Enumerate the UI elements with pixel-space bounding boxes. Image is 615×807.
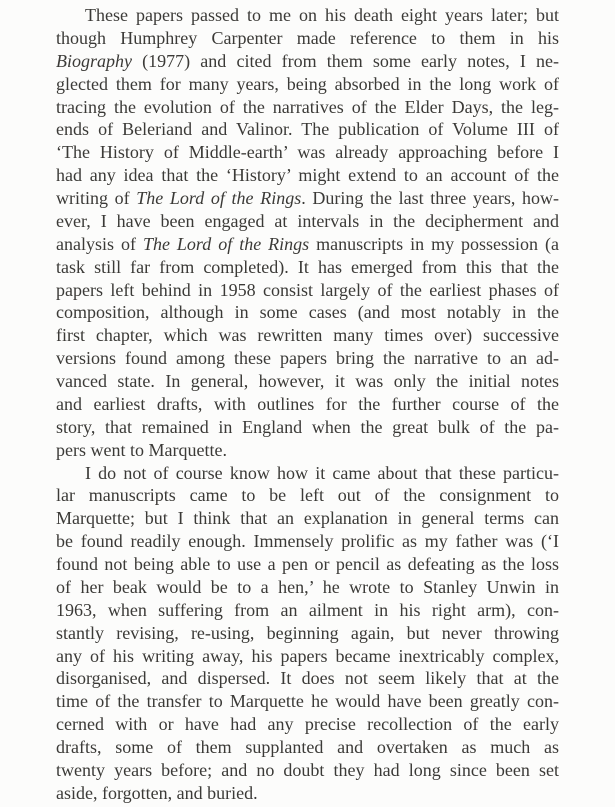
body-text: task still far from completed). It has emerged from this that the bbox=[56, 256, 559, 277]
text-line bbox=[56, 347, 559, 370]
body-text: . During the last three years, how- bbox=[301, 188, 559, 208]
body-text: (1977) and cited from them some early notes, I ne- bbox=[132, 50, 559, 71]
text-line bbox=[56, 439, 559, 462]
body-text: papers left behind in 1958 consist largely of the earliest phases of bbox=[56, 279, 559, 300]
body-text: tracing the evolution of the narratives of the Elder Days, the leg- bbox=[56, 96, 559, 117]
text-line bbox=[56, 50, 559, 73]
text-line bbox=[56, 96, 559, 119]
text-line bbox=[56, 736, 559, 759]
text-line bbox=[56, 141, 559, 164]
body-text: first chapter, which was rewritten many times over) successive bbox=[56, 325, 559, 346]
body-text: aside, forgotten, and buried. bbox=[56, 782, 258, 803]
text-line bbox=[56, 4, 559, 27]
text-line bbox=[56, 210, 559, 233]
body-text: lar manuscripts came to be left out of the consignment to bbox=[56, 485, 559, 506]
body-text: story, that remained in England when the great bulk of the pa- bbox=[56, 416, 559, 437]
text-line bbox=[56, 484, 559, 507]
text-line bbox=[56, 416, 559, 439]
text-line bbox=[56, 256, 559, 279]
text-line bbox=[56, 507, 559, 530]
body-text: though Humphrey Carpenter made reference to them in his bbox=[56, 27, 559, 48]
text-line bbox=[56, 622, 559, 645]
body-text: These papers passed to me on his death eight years later; but bbox=[85, 5, 559, 25]
text-line bbox=[56, 759, 559, 782]
text-line bbox=[56, 187, 559, 210]
body-text: Marquette; but I think that an explanation in general terms can bbox=[56, 508, 559, 529]
body-text: had any idea that the ‘History’ might extend to an account of the bbox=[56, 165, 559, 186]
body-text: and earliest drafts, with outlines for the further course of the bbox=[56, 393, 559, 414]
body-text: ever, I have been engaged at intervals in the decipherment and bbox=[56, 210, 559, 231]
body-text: analysis of bbox=[56, 233, 143, 254]
body-text: 1963, when suffering from an ailment in his right arm), con- bbox=[56, 599, 559, 620]
body-text: twenty years before; and no doubt they had long since been set bbox=[56, 759, 559, 780]
body-text: any of his writing away, his papers became inextricably complex, bbox=[56, 645, 559, 666]
body-text: glected them for many years, being absorbed in the long work of bbox=[56, 73, 559, 94]
body-text: be found readily enough. Immensely prolific as my father was (‘I bbox=[56, 531, 559, 552]
text-line bbox=[56, 782, 559, 805]
text-line bbox=[56, 164, 559, 187]
body-text: writing of bbox=[56, 188, 137, 208]
body-text: stantly revising, re-using, beginning again, but never throwing bbox=[56, 622, 559, 643]
body-text: cerned with or have had any precise recollection of the early bbox=[56, 714, 559, 735]
text-line bbox=[56, 713, 559, 736]
text-line bbox=[56, 27, 559, 50]
text-line bbox=[56, 690, 559, 713]
text-line bbox=[56, 462, 559, 485]
text-line bbox=[56, 370, 559, 393]
italic-title-text: Biography bbox=[56, 50, 132, 71]
text-line bbox=[56, 530, 559, 553]
italic-title-text: The Lord of the Rings bbox=[136, 188, 302, 208]
text-line bbox=[56, 553, 559, 576]
body-text: disorganised, and dispersed. It does not seem likely that at the bbox=[56, 668, 559, 689]
text-line bbox=[56, 599, 559, 622]
italic-title-text: The Lord of the Rings bbox=[142, 233, 310, 254]
text-line bbox=[56, 576, 559, 599]
body-text: versions found among these papers bring the narrative to an ad- bbox=[56, 348, 559, 369]
body-text: drafts, some of them supplanted and overtaken as much as bbox=[56, 737, 559, 757]
text-line bbox=[56, 645, 559, 668]
text-line bbox=[56, 233, 559, 256]
text-line bbox=[56, 118, 559, 141]
body-text: of her beak would be to a hen,’ he wrote to Stanley Unwin in bbox=[56, 576, 559, 597]
body-text: vanced state. In general, however, it was only the initial notes bbox=[56, 371, 559, 391]
body-text: pers went to Marquette. bbox=[56, 439, 227, 460]
body-text: I do not of course know how it came about that these particu- bbox=[85, 462, 559, 483]
body-text: time of the transfer to Marquette he would have been greatly con- bbox=[56, 691, 559, 712]
paragraph bbox=[56, 462, 559, 805]
text-line bbox=[56, 393, 559, 416]
body-text: ends of Beleriand and Valinor. The publication of Volume III of bbox=[56, 119, 559, 140]
page-text bbox=[56, 4, 559, 805]
text-line bbox=[56, 324, 559, 347]
body-text: ‘The History of Middle-earth’ was already approaching before I bbox=[56, 142, 559, 163]
text-line bbox=[56, 73, 559, 96]
text-line bbox=[56, 279, 559, 302]
paragraph bbox=[56, 4, 559, 462]
body-text: composition, although in some cases (and most notably in the bbox=[56, 302, 559, 323]
text-line bbox=[56, 301, 559, 324]
body-text: found not being able to use a pen or pencil as defeating as the loss bbox=[56, 554, 559, 574]
text-line bbox=[56, 667, 559, 690]
body-text: manuscripts in my possession (a bbox=[309, 233, 559, 254]
